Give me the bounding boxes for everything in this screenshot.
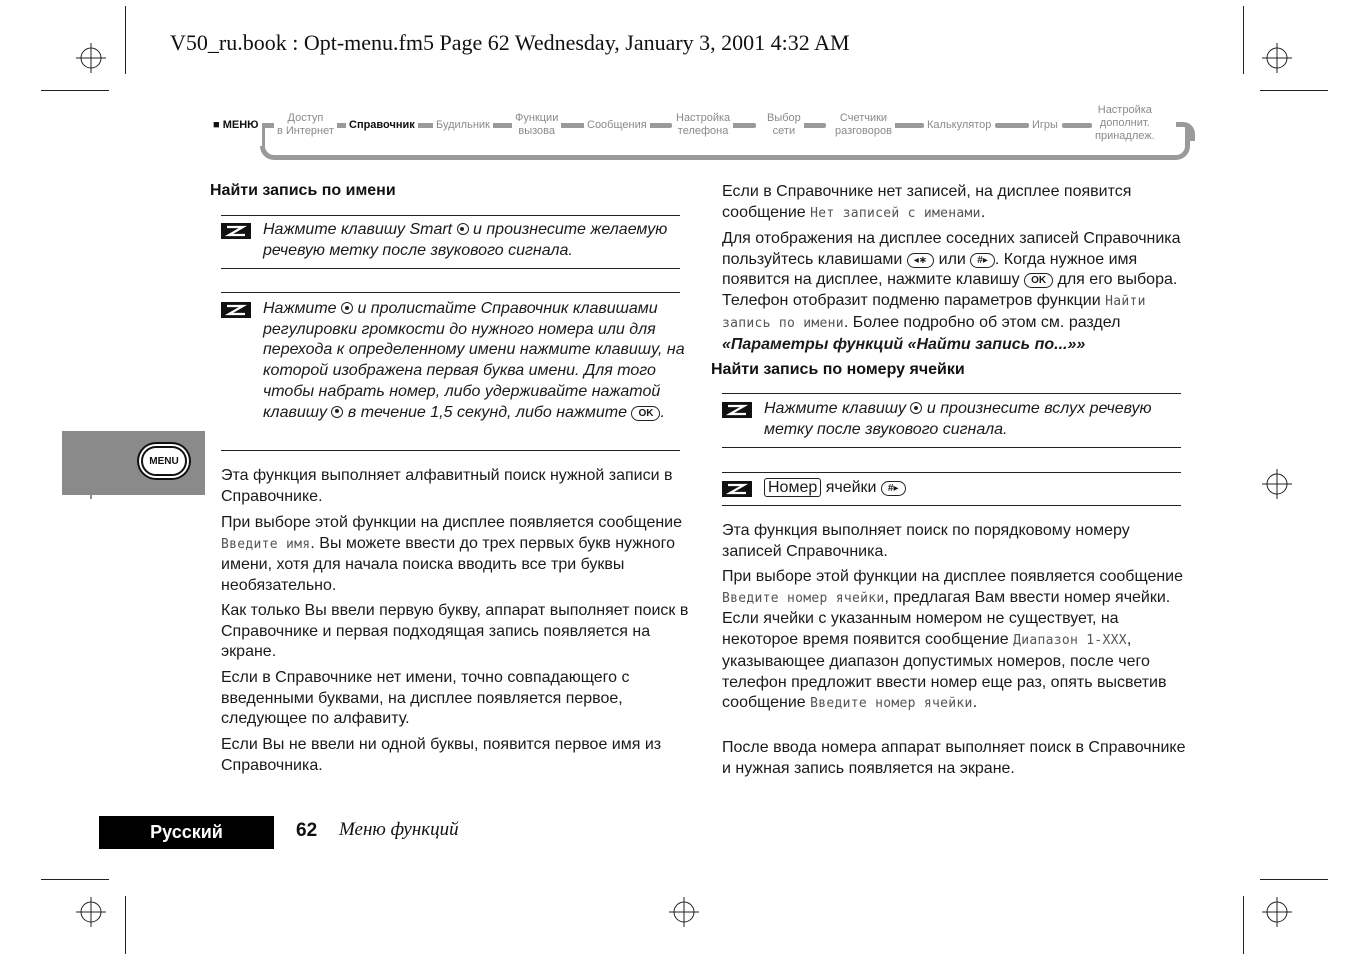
paragraph: После ввода номера аппарат выполняет поиск в Справочнике и нужная запись появляется на экране. bbox=[722, 739, 1186, 777]
menu-item-internet: Доступ в Интернет bbox=[274, 104, 337, 146]
menu-item-accessories: Настройка дополнит. принадлеж. bbox=[1092, 98, 1158, 148]
ok-key-icon: OK bbox=[1024, 273, 1053, 288]
menu-item-phone-settings: Настройка телефона bbox=[673, 104, 733, 146]
paragraph: Эта функция выполняет алфавитный поиск нужной записи в Справочнике. bbox=[221, 467, 673, 505]
menu-item-calculator: Калькулятор bbox=[924, 104, 994, 146]
note-cell-number: Номер ячейки #▸ bbox=[764, 478, 1189, 499]
voice-note-icon bbox=[221, 302, 251, 318]
paragraph: Эта функция выполняет поиск по порядковому номеру записей Справочника. bbox=[722, 522, 1130, 560]
crop-mark bbox=[41, 879, 109, 880]
paragraph: При выборе этой функции на дисплее появляется сообщение Введите номер ячейки, предлагая Вам ввести номер ячейки. Если ячейки с указанным номером не существует, на некоторое время появится сообщение Диапазон 1-XXX, указывающее диапазон допустимых номеров, после чего телефон предложит ввести номер еще раз, опять высветив сообщение Введите номер ячейки. bbox=[722, 568, 1184, 712]
hash-right-key-icon: #▸ bbox=[970, 253, 995, 268]
menu-item-call-counters: Счетчики разговоров bbox=[832, 104, 895, 146]
smart-key-icon bbox=[331, 406, 343, 418]
menu-key-icon: MENU bbox=[141, 446, 187, 476]
display-message: Введите номер ячейки bbox=[810, 696, 973, 712]
number-softkey: Номер bbox=[764, 478, 821, 497]
star-left-key-icon: ◂∗ bbox=[907, 253, 934, 268]
display-message: Нет записей с именами bbox=[810, 205, 981, 221]
voice-note-icon bbox=[722, 481, 752, 497]
crop-mark bbox=[125, 6, 126, 74]
crop-mark bbox=[1243, 896, 1244, 954]
cross-reference: «Параметры функций «Найти запись по...»» bbox=[722, 335, 1086, 353]
menu-breadcrumb bbox=[210, 104, 1195, 166]
paragraph: Для отображения на дисплее соседних записей Справочника пользуйтесь клавишами ◂∗ или #▸ . Когда нужное имя появится на дисплее, нажмите клавишу OK для его выбора. Телефон отобразит подменю параметров функции Найти запись по имени. Более подробно об этом см. раздел «Параметры функций «Найти запись по...»» bbox=[722, 230, 1181, 353]
display-message: Найти запись по имени bbox=[722, 294, 1146, 331]
crop-mark bbox=[125, 896, 126, 954]
menu-item-call-functions: Функции вызова bbox=[512, 104, 561, 146]
menu-item-menu: ■ МЕНЮ bbox=[210, 104, 262, 146]
crop-mark bbox=[1243, 6, 1244, 74]
registration-mark-icon bbox=[1262, 43, 1292, 73]
note-voice-tag: Нажмите клавишу и произнесите вслух речевую метку после звукового сигнала. bbox=[764, 400, 1152, 438]
page-number: 62 bbox=[296, 820, 318, 841]
registration-mark-icon bbox=[76, 897, 106, 927]
registration-mark-icon bbox=[76, 43, 106, 73]
voice-note-icon bbox=[221, 223, 251, 239]
voice-note-icon bbox=[722, 402, 752, 418]
display-message: Введите имя bbox=[221, 536, 311, 552]
menu-item-alarm: Будильник bbox=[433, 104, 493, 146]
smart-key-icon bbox=[341, 302, 353, 314]
section-heading-by-number: Найти запись по номеру ячейки bbox=[711, 361, 965, 378]
language-tab: Русский bbox=[99, 816, 274, 849]
menu-item-games: Игры bbox=[1029, 104, 1061, 146]
section-heading-by-name: Найти запись по имени bbox=[210, 182, 396, 199]
registration-mark-icon bbox=[1262, 897, 1292, 927]
menu-item-phonebook: Справочник bbox=[346, 104, 418, 146]
crop-mark bbox=[1260, 90, 1328, 91]
menu-item-network: Выбор сети bbox=[764, 104, 804, 146]
crop-mark bbox=[41, 90, 109, 91]
ok-key-icon: OK bbox=[631, 406, 660, 421]
registration-mark-icon bbox=[1262, 469, 1292, 499]
note-browse-phonebook: Нажмите и пролистайте Справочник клавишами регулировки громкости до нужного номера или для перехода к определенному имени нажмите клавишу, на которой изображена первая буква имени. Для того чтобы набрать номер, либо удерживайте нажатой клавишу в течение 1,5 секунд, либо нажмите OK . bbox=[263, 300, 685, 421]
paragraph: Если в Справочнике нет имени, точно совпадающего с введенными буквами, на дисплее появляется первое, следующее по алфавиту. bbox=[221, 669, 630, 728]
display-message: Диапазон 1-XXX bbox=[1013, 633, 1127, 649]
smart-key-icon bbox=[910, 402, 922, 414]
print-header: V50_ru.book : Opt-menu.fm5 Page 62 Wednesday, January 3, 2001 4:32 AM bbox=[170, 30, 850, 55]
registration-mark-icon bbox=[669, 897, 699, 927]
hash-right-key-icon: #▸ bbox=[881, 481, 906, 496]
footer-title: Меню функций bbox=[339, 819, 459, 840]
crop-mark bbox=[1260, 879, 1328, 880]
smart-key-icon bbox=[457, 223, 469, 235]
note-smart-key: Нажмите клавишу Smart и произнесите желаемую речевую метку после звукового сигнала. bbox=[263, 221, 668, 259]
display-message: Введите номер ячейки bbox=[722, 590, 885, 606]
paragraph: При выборе этой функции на дисплее появляется сообщение Введите имя. Вы можете ввести до трех первых букв нужного имени, хотя для начала поиска вводить все три буквы необязательно. bbox=[221, 514, 683, 595]
menu-item-messages: Сообщения bbox=[584, 104, 650, 146]
paragraph: Если Вы не ввели ни одной буквы, появится первое имя из Справочника. bbox=[221, 736, 662, 774]
paragraph: Как только Вы ввели первую букву, аппарат выполняет поиск в Справочнике и первая подходящая запись появляется на экране. bbox=[221, 602, 689, 661]
paragraph: Если в Справочнике нет записей, на дисплее появится сообщение Нет записей с именами. bbox=[722, 183, 1132, 221]
